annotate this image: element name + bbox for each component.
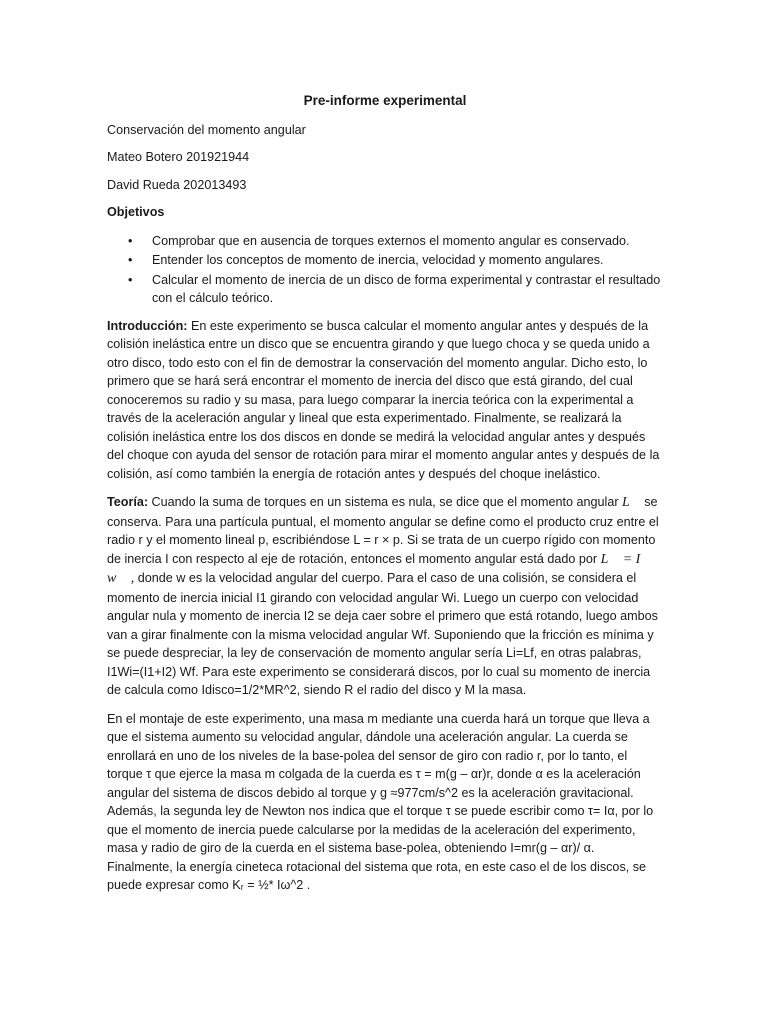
author-2: David Rueda 202013493 [107,177,247,192]
objectives-list [107,232,663,308]
objectives-heading: Objetivos [107,205,165,219]
theory-paragraph [107,493,663,700]
angular-momentum-equation: L⃗ = I w⃗ , [107,551,641,586]
setup-paragraph: En el montaje de este experimento, una masa m mediante una cuerda hará un torque que lleva a que el sistema aumento su velocidad angular, dándole una aceleración angular. La cuerda se enrollará en uno de los niveles de la base-polea del sensor de giro con radio r, por lo tanto, el torque τ que ejerce la masa m colgada de la cuerda es τ = m(g – αr)r, donde α es la aceleración angular del sistema de discos debido al torque y g ≈977cm/s^2 es la aceleración gravitacional. Además, la segunda ley de Newton nos indica que el torque τ se puede escribir como τ= Iα, por lo que el momento de inercia puede calcularse por la medidas de la aceleración del experimento, masa y radio de giro de la cuerda en el sistema base-polea, obteniendo I=mr(g – αr)/ α. Finalmente, la energía cineteca rotacional del sistema que rota, en este caso el de los discos, se puede expresar como Kᵣ = ½* Iω^2 . [107,711,654,892]
theory-label: Teoría: [107,495,149,509]
theory-text-2: se conserva. Para una partícula puntual, el momento angular se define como el producto cruz entre el radio r y el momento lineal p, escribiéndose L = r × p. Si se trata de un cuerpo rígido con momento de inercia I con respecto al eje de rotación, entonces el momento angular está dado por [107,495,659,566]
objective-item: • Entender los conceptos de momento de inercia, velocidad y momento angulares. [152,251,663,270]
vector-l-symbol: L⃗ [622,495,641,510]
introduction-label: Introducción: [107,318,188,333]
objective-item: • Calcular el momento de inercia de un disco de forma experimental y contrastar el resultado con el cálculo teórico. [152,271,663,308]
document-body [107,92,663,905]
theory-text-3: donde w es la velocidad angular del cuerpo. Para el caso de una colisión, se considera el momento de inercia inicial I1 girando con velocidad angular Wi. Luego un cuerpo con velocidad angular nula y momento de inercia I2 se deja caer sobre el primero que está rotando, luego ambos van a girar finalmente con la misma velocidad angular Wf. Suponiendo que la fricción es mínima y se puede despreciar, la ley de conservación de momento angular sería Li=Lf, en otras palabras, I1Wi=(I1+I2) Wf. Para este experimento se considerará discos, por lo cual su momento de inercia de calcula como Idisco=1/2*MR^2, siendo R el radio del disco y M la masa. [107,571,658,697]
theory-text-1: Cuando la suma de torques en un sistema es nula, se dice que el momento angular [148,495,623,509]
objective-item: • Comprobar que en ausencia de torques externos el momento angular es conservado. [152,232,663,251]
introduction-paragraph [107,317,663,484]
author-1: Mateo Botero 201921944 [107,150,250,164]
document-title: Pre-informe experimental [303,93,467,108]
introduction-text: En este experimento se busca calcular el momento angular antes y después de la colisión inelástica entre un disco que se encuentra girando y que luego choca y se queda unido a otro disco, todo esto con el fin de demostrar la conservación del momento angular. Dicho esto, lo primero que se hará será encontrar el momento de inercia del disco que está girando, del cual conoceremos su radio y su masa, para luego comparar la inercia teórica con la experimental a través de la aceleración angular y lineal que esta experimentado. Finalmente, se realizará la colisión inelástica entre los dos discos en donde se medirá la velocidad angular antes y después del choque con ayuda del sensor de rotación para mirar el momento angular antes y después de la colisión, así como también la energía de rotación antes y después del choque inelástico. [107,318,660,481]
document-subtitle: Conservación del momento angular [107,122,306,137]
